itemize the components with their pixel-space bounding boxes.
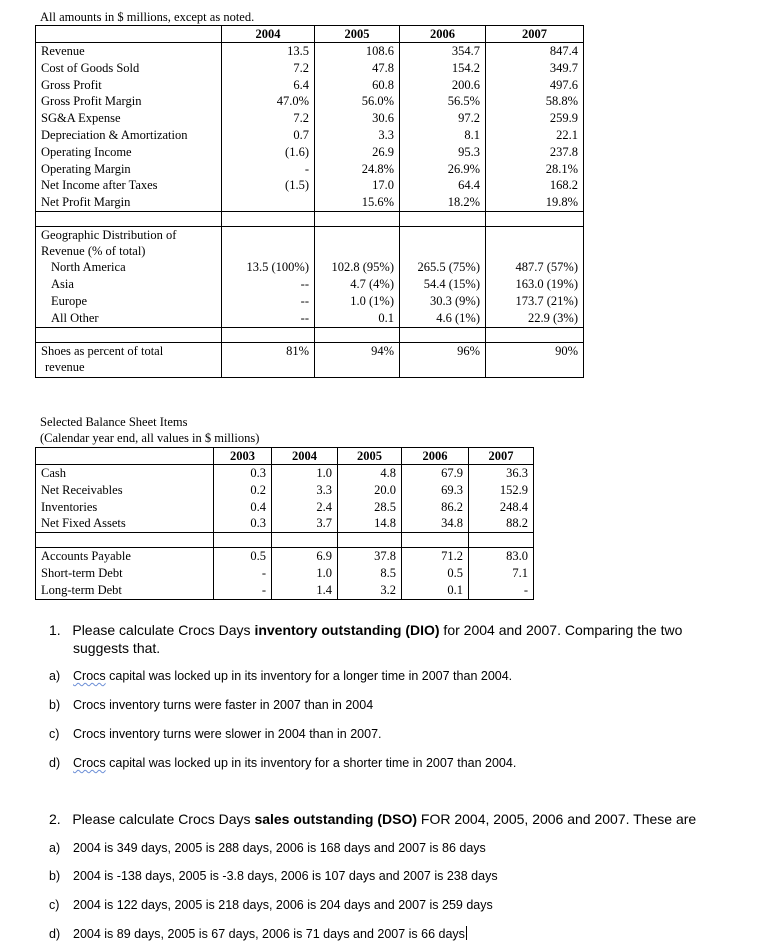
income-cell: 95.3 (458, 144, 480, 159)
geo-cell: 102.8 (95%) (331, 259, 394, 274)
asset-cell: 0.3 (250, 516, 266, 531)
asset-cell: 34.8 (441, 516, 463, 531)
shoes-cell: 81% (222, 342, 315, 377)
income-cell: 7.2 (293, 60, 309, 75)
shoes-label-line: revenue (45, 359, 85, 374)
income-cell: 26.9% (447, 161, 480, 176)
income-cell: 13.5 (287, 44, 309, 58)
income-header-row (36, 26, 584, 43)
geo-title: Revenue (% of total) (41, 243, 146, 258)
asset-cell: 3.7 (316, 516, 332, 531)
q2-option-letter: d) (49, 927, 61, 941)
income-label: Depreciation & Amortization (41, 127, 188, 142)
q1-option-text: Crocs inventory turns were slower in 2004 than in 2007. (73, 727, 382, 741)
income-cell: 56.0% (361, 94, 394, 109)
q1-option-b[interactable] (49, 697, 373, 713)
geo-cell: 163.0 (19%) (515, 276, 578, 291)
income-cell: 200.6 (451, 77, 480, 92)
income-cell: 30.6 (372, 111, 394, 126)
income-cell: (1.6) (285, 144, 309, 159)
question-2-bold: sales outstanding (DSO) (254, 811, 418, 827)
geo-label: Asia (51, 276, 74, 291)
q1-option-c[interactable] (49, 726, 382, 742)
income-cell: 22.1 (556, 127, 578, 142)
geo-labels (36, 226, 222, 327)
geo-cell: 30.3 (9%) (430, 293, 480, 308)
income-cell: 64.4 (458, 178, 480, 193)
income-cell: 497.6 (549, 77, 578, 92)
q2-option-a[interactable] (49, 840, 486, 856)
income-cell: 237.8 (549, 144, 578, 159)
geo-cell: -- (300, 310, 309, 325)
income-body-row (36, 43, 584, 212)
q2-option-text: 2004 is 89 days, 2005 is 67 days, 2006 is 71 days and 2007 is 66 days (73, 927, 465, 941)
income-cell: - (304, 161, 309, 176)
geo-cell: 4.6 (1%) (436, 310, 480, 325)
asset-cell: 86.2 (441, 499, 463, 514)
income-cell: 17.0 (372, 178, 394, 193)
question-2-number: 2. (49, 811, 61, 827)
income-spacer-row (36, 211, 584, 226)
shoes-label (36, 342, 222, 377)
q2-option-letter: a) (49, 841, 61, 855)
asset-label: Net Fixed Assets (41, 516, 126, 531)
income-cell: 47.8 (372, 60, 394, 75)
q2-option-text: 2004 is 349 days, 2005 is 288 days, 2006 is 168 days and 2007 is 86 days (73, 841, 486, 855)
question-1 (49, 621, 682, 657)
income-cell: 847.4 (549, 44, 578, 58)
balance-year: 2004 (272, 448, 338, 465)
question-1-text-end: for 2004 and 2007. Comparing the two (439, 622, 683, 638)
liability-cell: - (261, 565, 266, 580)
income-cell: 6.4 (293, 77, 309, 92)
q1-option-text: capital was locked up in its inventory for a shorter time in 2007 than 2004. (105, 756, 517, 770)
income-header-blank (36, 26, 222, 43)
liability-col-2003 (214, 548, 272, 599)
income-cell: 97.2 (458, 111, 480, 126)
income-cell: 47.0% (276, 94, 309, 109)
liability-cell: 0.5 (250, 549, 266, 564)
income-label: Net Profit Margin (41, 195, 131, 210)
income-cell: 108.6 (365, 44, 394, 58)
income-cell: 15.6% (361, 195, 394, 210)
income-cell: 18.2% (447, 195, 480, 210)
q1-option-letter: d) (49, 756, 61, 770)
q2-option-c[interactable] (49, 897, 493, 913)
asset-cell: 0.2 (250, 482, 266, 497)
income-cell: 3.3 (378, 127, 394, 142)
amounts-note: All amounts in $ millions, except as noted. (40, 10, 255, 24)
q1-option-d[interactable] (49, 755, 516, 771)
question-1-number: 1. (49, 622, 61, 638)
geo-cell: -- (300, 293, 309, 308)
asset-cell: 248.4 (499, 499, 528, 514)
shoes-cell: 90% (486, 342, 584, 377)
liability-cell: 8.5 (380, 565, 396, 580)
asset-cell: 0.4 (250, 499, 266, 514)
balance-year: 2006 (402, 448, 469, 465)
geo-cell: 54.4 (15%) (423, 276, 480, 291)
shoes-label-line: Shoes as percent of total (41, 343, 164, 358)
liability-cell: 0.5 (447, 565, 463, 580)
asset-cell: 28.5 (374, 499, 396, 514)
balance-sheet-table (35, 447, 534, 600)
income-cell: 259.9 (549, 111, 578, 126)
income-label: Operating Income (41, 144, 132, 159)
liability-labels (36, 548, 214, 599)
liability-cell: 37.8 (374, 549, 396, 564)
income-year-2004: 2004 (222, 26, 315, 43)
asset-col-2007 (469, 465, 534, 533)
geo-cell: 1.0 (1%) (350, 293, 394, 308)
liability-cell: 7.1 (512, 565, 528, 580)
liability-col-2006 (402, 548, 469, 599)
income-cell: 168.2 (549, 178, 578, 193)
liability-col-2005 (338, 548, 402, 599)
q2-option-d[interactable] (49, 926, 467, 942)
liability-cell: 6.9 (316, 549, 332, 564)
income-label: Gross Profit Margin (41, 94, 142, 109)
geo-label: North America (51, 259, 126, 274)
q1-option-letter: a) (49, 669, 61, 683)
geo-cell: 487.7 (57%) (515, 259, 578, 274)
liability-label: Short-term Debt (41, 565, 123, 580)
asset-cell: 2.4 (316, 499, 332, 514)
q1-option-a[interactable] (49, 668, 512, 684)
question-1-line2: suggests that. (73, 640, 161, 656)
q1-option-brand: Crocs (73, 756, 106, 770)
q2-option-b[interactable] (49, 868, 498, 884)
liability-label: Long-term Debt (41, 582, 122, 597)
income-statement-table (35, 25, 584, 378)
geo-col-2004 (222, 226, 315, 327)
liabilities-row (36, 548, 534, 599)
geo-title: Geographic Distribution of (41, 227, 177, 242)
geo-cell: 13.5 (100%) (246, 259, 309, 274)
geo-cell: 22.9 (3%) (528, 310, 578, 325)
income-cell: 60.8 (372, 77, 394, 92)
q1-option-text: Crocs inventory turns were faster in 2007 than in 2004 (73, 698, 374, 712)
liability-cell: - (261, 582, 266, 597)
shoes-cell: 96% (400, 342, 486, 377)
income-year-2007: 2007 (486, 26, 584, 43)
income-label: Operating Margin (41, 161, 131, 176)
income-labels (36, 43, 222, 212)
geo-col-2007 (486, 226, 584, 327)
geo-label: All Other (51, 310, 99, 325)
geo-row (36, 226, 584, 327)
asset-col-2006 (402, 465, 469, 533)
income-year-2005: 2005 (315, 26, 400, 43)
asset-col-2004 (272, 465, 338, 533)
liability-cell: 83.0 (506, 549, 528, 564)
balance-year: 2007 (469, 448, 534, 465)
liability-cell: - (523, 582, 528, 597)
income-cell: 8.1 (464, 127, 480, 142)
income-label: Net Income after Taxes (41, 178, 158, 193)
asset-label: Cash (41, 466, 66, 480)
balance-year: 2005 (338, 448, 402, 465)
income-cell: 154.2 (451, 60, 480, 75)
geo-cell: 0.1 (378, 310, 394, 325)
question-2-text: Please calculate Crocs Days (72, 811, 255, 827)
q2-option-letter: c) (49, 898, 60, 912)
asset-cell: 3.3 (316, 482, 332, 497)
geo-cell: 265.5 (75%) (417, 259, 480, 274)
asset-cell: 14.8 (374, 516, 396, 531)
income-col-2006 (400, 43, 486, 212)
geo-col-2005 (315, 226, 400, 327)
balance-subtitle: (Calendar year end, all values in $ millions) (40, 431, 260, 445)
liability-cell: 71.2 (441, 549, 463, 564)
q1-option-letter: c) (49, 727, 60, 741)
income-cell: 56.5% (447, 94, 480, 109)
asset-cell: 1.0 (316, 466, 332, 480)
asset-label: Inventories (41, 499, 98, 514)
income-cell (227, 194, 309, 211)
balance-spacer-row (36, 533, 534, 548)
balance-header-blank (36, 448, 214, 465)
asset-cell: 36.3 (506, 466, 528, 480)
geo-cell: 173.7 (21%) (515, 293, 578, 308)
income-label: Cost of Goods Sold (41, 60, 140, 75)
q2-option-text: 2004 is 122 days, 2005 is 218 days, 2006 is 204 days and 2007 is 259 days (73, 898, 493, 912)
asset-cell: 4.8 (380, 466, 396, 480)
shoes-cell: 94% (315, 342, 400, 377)
income-col-2007 (486, 43, 584, 212)
geo-cell: -- (300, 276, 309, 291)
income-year-2006: 2006 (400, 26, 486, 43)
liability-cell: 3.2 (380, 582, 396, 597)
income-cell: 58.8% (545, 94, 578, 109)
asset-col-2003 (214, 465, 272, 533)
asset-cell: 0.3 (250, 466, 266, 480)
geo-spacer-row (36, 327, 584, 342)
text-cursor (466, 926, 467, 940)
geo-cell: 4.7 (4%) (350, 276, 394, 291)
question-1-bold: inventory outstanding (DIO) (254, 622, 440, 638)
geo-col-2006 (400, 226, 486, 327)
liability-cell: 0.1 (447, 582, 463, 597)
balance-header-row (36, 448, 534, 465)
q2-option-text: 2004 is -138 days, 2005 is -3.8 days, 2006 is 107 days and 2007 is 238 days (73, 869, 498, 883)
asset-cell: 69.3 (441, 482, 463, 497)
liability-col-2007 (469, 548, 534, 599)
income-cell: 19.8% (545, 195, 578, 210)
q1-option-text: capital was locked up in its inventory for a longer time in 2007 than 2004. (105, 669, 513, 683)
geo-label: Europe (51, 293, 88, 308)
question-1-text: Please calculate Crocs Days (72, 622, 255, 638)
liability-col-2004 (272, 548, 338, 599)
asset-labels (36, 465, 214, 533)
asset-col-2005 (338, 465, 402, 533)
q1-option-brand: Crocs (73, 669, 106, 683)
income-cell: 28.1% (545, 161, 578, 176)
income-cell: 26.9 (372, 144, 394, 159)
asset-cell: 152.9 (499, 482, 528, 497)
income-cell: (1.5) (285, 178, 309, 193)
asset-cell: 20.0 (374, 482, 396, 497)
income-col-2005 (315, 43, 400, 212)
income-cell: 349.7 (549, 60, 578, 75)
income-cell: 7.2 (293, 111, 309, 126)
asset-label: Net Receivables (41, 482, 123, 497)
income-cell: 354.7 (451, 44, 480, 58)
liability-cell: 1.4 (316, 582, 332, 597)
liability-cell: 1.0 (316, 565, 332, 580)
income-col-2004 (222, 43, 315, 212)
income-cell: 0.7 (293, 127, 309, 142)
balance-year: 2003 (214, 448, 272, 465)
question-2 (49, 810, 696, 828)
income-cell: 24.8% (361, 161, 394, 176)
asset-cell: 88.2 (506, 516, 528, 531)
q1-option-letter: b) (49, 698, 61, 712)
q2-option-letter: b) (49, 869, 61, 883)
assets-row (36, 465, 534, 533)
income-label: Gross Profit (41, 77, 102, 92)
income-label: Revenue (41, 44, 85, 58)
liability-label: Accounts Payable (41, 549, 131, 564)
question-2-text-end: FOR 2004, 2005, 2006 and 2007. These are (417, 811, 697, 827)
asset-cell: 67.9 (441, 466, 463, 480)
shoes-row (36, 342, 584, 377)
income-label: SG&A Expense (41, 111, 121, 126)
balance-title: Selected Balance Sheet Items (40, 415, 188, 429)
